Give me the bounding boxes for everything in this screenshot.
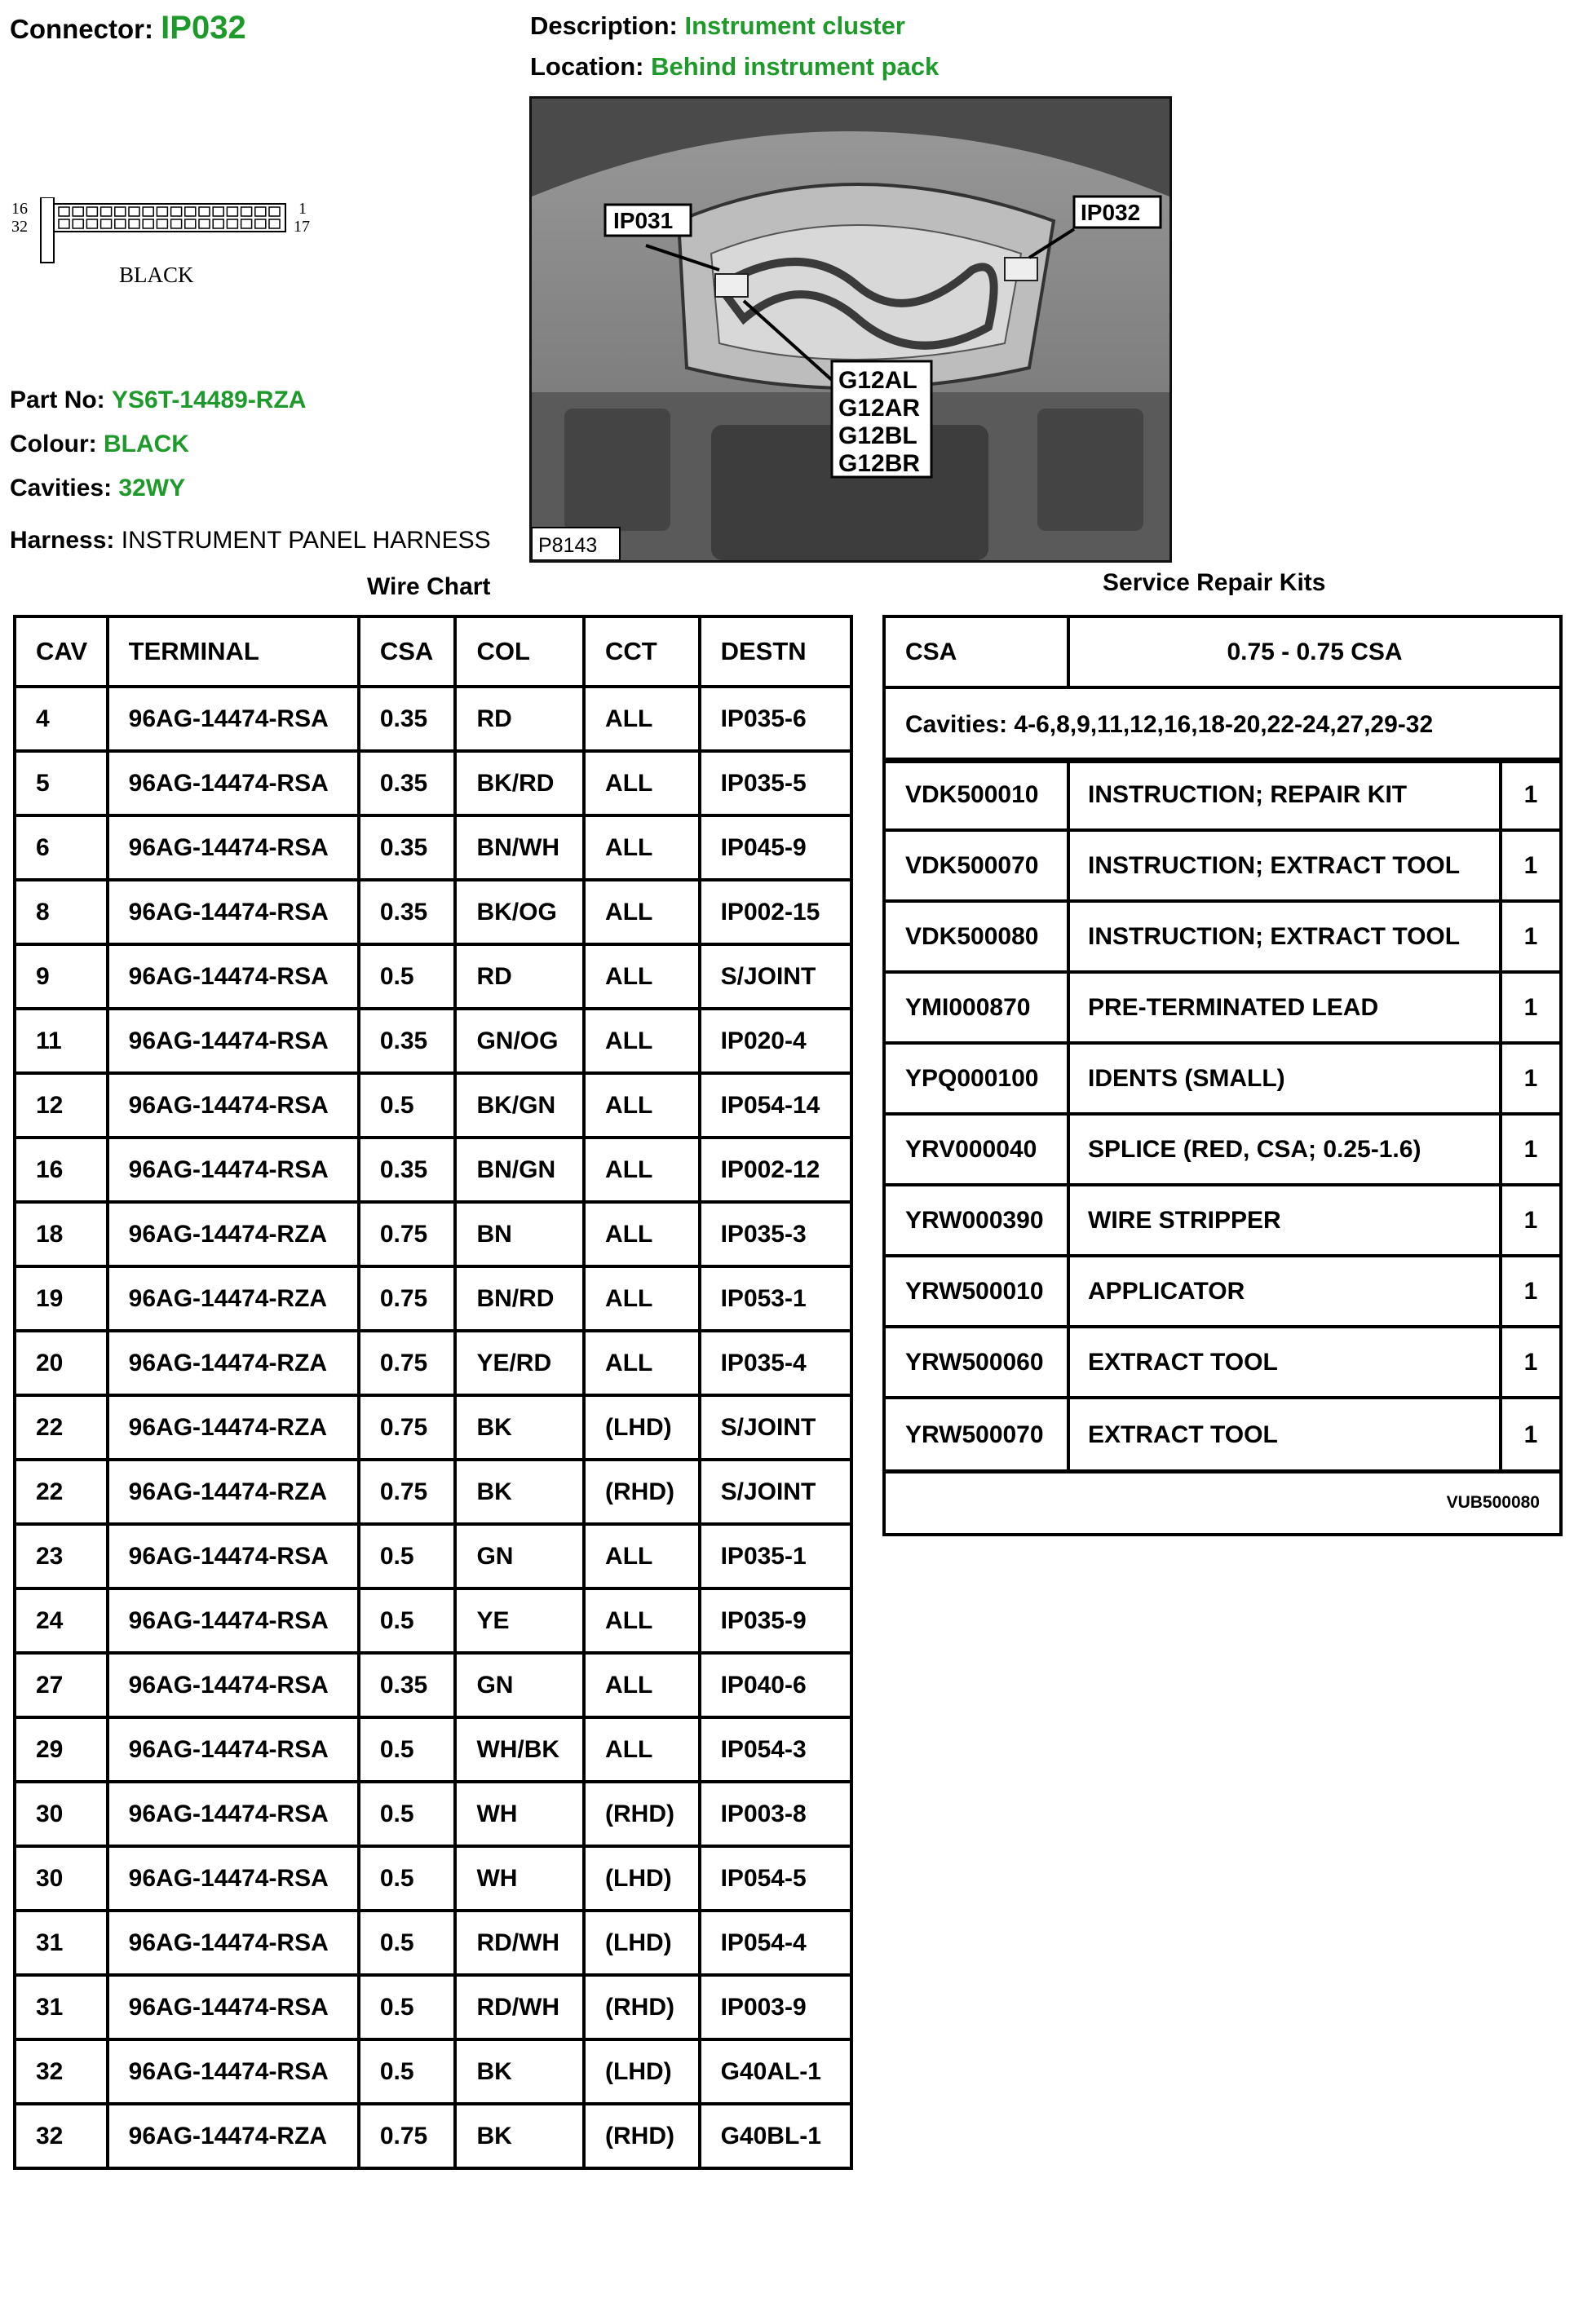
wire-cell-terminal: 96AG-14474-RZA bbox=[108, 1395, 359, 1460]
wire-cell-cav: 27 bbox=[15, 1653, 108, 1717]
wire-cell-col: WH bbox=[455, 1782, 584, 1846]
wire-cell-cct: (RHD) bbox=[584, 1460, 700, 1524]
wire-cell-terminal: 96AG-14474-RSA bbox=[108, 944, 359, 1009]
wire-cell-csa: 0.75 bbox=[359, 1460, 456, 1524]
wire-cell-cav: 23 bbox=[15, 1524, 108, 1588]
pin-cavity bbox=[269, 219, 280, 228]
kit-description: APPLICATOR bbox=[1070, 1257, 1502, 1325]
pin-cavity bbox=[255, 219, 266, 228]
location-photo-drawing bbox=[532, 99, 1169, 560]
wire-chart-header-row bbox=[15, 616, 851, 687]
kit-quantity: 1 bbox=[1523, 851, 1538, 879]
wire-cell-cct: ALL bbox=[584, 1009, 700, 1073]
wire-cell-cav: 22 bbox=[15, 1460, 108, 1524]
kit-description: EXTRACT TOOL bbox=[1070, 1328, 1502, 1396]
wire-cell-terminal: 96AG-14474-RZA bbox=[108, 2104, 359, 2168]
kit-quantity: 1 bbox=[1523, 1064, 1538, 1092]
pin-label-32: 32 bbox=[11, 218, 28, 236]
wire-cell-destn: IP002-15 bbox=[700, 880, 851, 944]
wire-row bbox=[15, 1331, 851, 1395]
wire-cell-csa: 0.75 bbox=[359, 1266, 456, 1331]
kit-footer-code: VUB500080 bbox=[1446, 1493, 1540, 1512]
kit-quantity: 1 bbox=[1523, 1206, 1538, 1234]
kit-item-row bbox=[886, 1328, 1559, 1399]
wire-cell-col: BN/GN bbox=[455, 1138, 584, 1202]
wire-cell-col: BK bbox=[455, 2039, 584, 2104]
colour-value: BLACK bbox=[103, 431, 189, 457]
wire-cell-destn: IP003-9 bbox=[700, 1975, 851, 2039]
kit-item-row bbox=[886, 832, 1559, 903]
wire-cell-cav: 30 bbox=[15, 1846, 108, 1911]
wire-row bbox=[15, 1266, 851, 1331]
kit-csa-value: 0.75 - 0.75 CSA bbox=[1227, 638, 1403, 665]
wire-cell-col: RD/WH bbox=[455, 1911, 584, 1975]
wire-cell-terminal: 96AG-14474-RSA bbox=[108, 1911, 359, 1975]
wire-cell-terminal: 96AG-14474-RSA bbox=[108, 751, 359, 815]
wire-row bbox=[15, 1911, 851, 1975]
wire-cell-col: RD bbox=[455, 687, 584, 751]
cavities-label: Cavities: bbox=[10, 475, 113, 501]
col-header-terminal: TERMINAL bbox=[108, 616, 359, 687]
wire-cell-csa: 0.5 bbox=[359, 1975, 456, 2039]
wire-cell-cct: ALL bbox=[584, 1588, 700, 1653]
pin-cavity bbox=[143, 207, 153, 216]
wire-cell-cct: ALL bbox=[584, 751, 700, 815]
kit-footer bbox=[882, 1469, 1563, 1536]
wire-cell-csa: 0.35 bbox=[359, 880, 456, 944]
description-label: Description: bbox=[530, 11, 678, 40]
kit-item-row bbox=[886, 1045, 1559, 1116]
kit-item-row bbox=[886, 1186, 1559, 1257]
wire-row bbox=[15, 1073, 851, 1138]
pin-cavity bbox=[213, 207, 223, 216]
pin-cavity bbox=[101, 219, 112, 228]
wire-cell-col: BK/RD bbox=[455, 751, 584, 815]
kit-quantity: 1 bbox=[1523, 1420, 1538, 1448]
wire-row bbox=[15, 1782, 851, 1846]
wire-cell-terminal: 96AG-14474-RSA bbox=[108, 1717, 359, 1782]
wire-cell-csa: 0.5 bbox=[359, 1588, 456, 1653]
wire-cell-destn: IP035-5 bbox=[700, 751, 851, 815]
pin-cavity bbox=[86, 207, 97, 216]
pin-cavity bbox=[255, 207, 266, 216]
wire-row bbox=[15, 1717, 851, 1782]
wire-cell-col: BK bbox=[455, 2104, 584, 2168]
kit-csa-label: CSA bbox=[886, 618, 1070, 686]
pin-cavity bbox=[59, 219, 69, 228]
wire-cell-terminal: 96AG-14474-RSA bbox=[108, 1588, 359, 1653]
pin-cavity bbox=[171, 219, 182, 228]
photo-ref: P8143 bbox=[538, 534, 598, 557]
wire-cell-terminal: 96AG-14474-RSA bbox=[108, 1009, 359, 1073]
wire-cell-col: RD bbox=[455, 944, 584, 1009]
wire-cell-col: GN/OG bbox=[455, 1009, 584, 1073]
wire-cell-terminal: 96AG-14474-RSA bbox=[108, 1653, 359, 1717]
colour-line bbox=[10, 431, 189, 458]
kit-part-number: YRW500070 bbox=[886, 1399, 1070, 1470]
wire-row bbox=[15, 1460, 851, 1524]
kit-quantity: 1 bbox=[1523, 1348, 1538, 1376]
wire-cell-csa: 0.35 bbox=[359, 1138, 456, 1202]
pin-cavity bbox=[115, 207, 126, 216]
kit-item-row bbox=[886, 974, 1559, 1045]
kit-part-number: YRW500060 bbox=[886, 1328, 1070, 1396]
wire-cell-cav: 32 bbox=[15, 2039, 108, 2104]
harness-line bbox=[10, 527, 491, 554]
col-header-col: COL bbox=[455, 616, 584, 687]
pin-cavity bbox=[227, 207, 237, 216]
wire-cell-destn: IP035-6 bbox=[700, 687, 851, 751]
kit-quantity: 1 bbox=[1523, 993, 1538, 1021]
wire-cell-cav: 6 bbox=[15, 815, 108, 880]
callout-ip032: IP032 bbox=[1081, 200, 1141, 225]
wire-cell-cav: 24 bbox=[15, 1588, 108, 1653]
wire-cell-cct: ALL bbox=[584, 1266, 700, 1331]
kit-description: INSTRUCTION; EXTRACT TOOL bbox=[1070, 903, 1502, 970]
kit-description: SPLICE (RED, CSA; 0.25-1.6) bbox=[1070, 1116, 1502, 1183]
wire-cell-terminal: 96AG-14474-RSA bbox=[108, 687, 359, 751]
wire-cell-terminal: 96AG-14474-RSA bbox=[108, 2039, 359, 2104]
wire-cell-terminal: 96AG-14474-RZA bbox=[108, 1266, 359, 1331]
wire-row bbox=[15, 944, 851, 1009]
wire-cell-cct: (LHD) bbox=[584, 2039, 700, 2104]
connector-title bbox=[10, 10, 246, 46]
kit-item-row bbox=[886, 1257, 1559, 1328]
wire-cell-cct: (LHD) bbox=[584, 1846, 700, 1911]
kit-part-number: VDK500010 bbox=[886, 761, 1070, 828]
wire-cell-cct: (RHD) bbox=[584, 1975, 700, 2039]
wire-cell-terminal: 96AG-14474-RSA bbox=[108, 1846, 359, 1911]
wire-cell-cav: 5 bbox=[15, 751, 108, 815]
kit-description: INSTRUCTION; REPAIR KIT bbox=[1070, 761, 1502, 828]
pin-cavity bbox=[143, 219, 153, 228]
wire-cell-col: YE/RD bbox=[455, 1331, 584, 1395]
wire-cell-col: BK bbox=[455, 1460, 584, 1524]
wire-cell-destn: IP054-14 bbox=[700, 1073, 851, 1138]
pin-cavity bbox=[73, 207, 83, 216]
pin-cavity bbox=[59, 207, 69, 216]
wire-cell-terminal: 96AG-14474-RSA bbox=[108, 1524, 359, 1588]
kit-part-number: YMI000870 bbox=[886, 974, 1070, 1041]
wire-cell-destn: IP035-4 bbox=[700, 1331, 851, 1395]
wire-cell-destn: IP003-8 bbox=[700, 1782, 851, 1846]
kit-quantity: 1 bbox=[1523, 922, 1538, 950]
pin-label-17: 17 bbox=[294, 218, 310, 236]
kit-quantity: 1 bbox=[1523, 780, 1538, 808]
pin-cavity bbox=[199, 219, 210, 228]
pin-cavity bbox=[86, 219, 97, 228]
wire-cell-cct: ALL bbox=[584, 1524, 700, 1588]
pin-cavity bbox=[171, 207, 182, 216]
wire-chart-table bbox=[13, 615, 853, 2170]
pin-cavity bbox=[199, 207, 210, 216]
wire-cell-csa: 0.75 bbox=[359, 1202, 456, 1266]
wire-cell-col: BN/WH bbox=[455, 815, 584, 880]
kit-description: PRE-TERMINATED LEAD bbox=[1070, 974, 1502, 1041]
wire-cell-destn: IP054-4 bbox=[700, 1911, 851, 1975]
wire-cell-cct: (RHD) bbox=[584, 2104, 700, 2168]
wire-cell-csa: 0.35 bbox=[359, 751, 456, 815]
wire-row bbox=[15, 687, 851, 751]
kit-csa-row bbox=[886, 618, 1559, 689]
wire-cell-destn: IP040-6 bbox=[700, 1653, 851, 1717]
service-kit-items bbox=[882, 758, 1563, 1473]
pin-cavity bbox=[185, 207, 196, 216]
wire-cell-terminal: 96AG-14474-RZA bbox=[108, 1331, 359, 1395]
pin-cavity bbox=[241, 207, 252, 216]
callout-g12bl: G12BL bbox=[838, 422, 917, 449]
pin-cavity bbox=[227, 219, 237, 228]
kit-item-row bbox=[886, 1116, 1559, 1186]
wire-cell-csa: 0.5 bbox=[359, 944, 456, 1009]
pin-cavity bbox=[213, 219, 223, 228]
pin-cavity bbox=[241, 219, 252, 228]
wire-cell-csa: 0.75 bbox=[359, 1331, 456, 1395]
wire-cell-csa: 0.5 bbox=[359, 1524, 456, 1588]
wire-cell-destn: IP020-4 bbox=[700, 1009, 851, 1073]
wire-cell-csa: 0.35 bbox=[359, 1009, 456, 1073]
cavities-value: 32WY bbox=[118, 475, 186, 501]
wire-cell-col: GN bbox=[455, 1653, 584, 1717]
pin-label-16: 16 bbox=[11, 200, 28, 218]
wire-cell-destn: IP035-9 bbox=[700, 1588, 851, 1653]
wire-row bbox=[15, 1846, 851, 1911]
wire-cell-cav: 9 bbox=[15, 944, 108, 1009]
service-kit-csa-box bbox=[882, 615, 1563, 763]
wire-cell-cav: 18 bbox=[15, 1202, 108, 1266]
kit-item-row bbox=[886, 1399, 1559, 1470]
wire-cell-cct: ALL bbox=[584, 687, 700, 751]
kit-part-number: VDK500080 bbox=[886, 903, 1070, 970]
cavities-line bbox=[10, 475, 185, 502]
callout-g12ar: G12AR bbox=[838, 395, 921, 422]
col-header-destn: DESTN bbox=[700, 616, 851, 687]
kit-part-number: YPQ000100 bbox=[886, 1045, 1070, 1112]
wire-cell-terminal: 96AG-14474-RZA bbox=[108, 1460, 359, 1524]
pin-cavity bbox=[185, 219, 196, 228]
description-line bbox=[530, 11, 905, 41]
wire-cell-destn: IP035-3 bbox=[700, 1202, 851, 1266]
wire-cell-cav: 12 bbox=[15, 1073, 108, 1138]
part-number-line bbox=[10, 387, 306, 414]
colour-label: Colour: bbox=[10, 431, 97, 457]
wire-chart-title: Wire Chart bbox=[367, 573, 491, 600]
wire-row bbox=[15, 1524, 851, 1588]
wire-cell-csa: 0.5 bbox=[359, 1073, 456, 1138]
wire-cell-csa: 0.35 bbox=[359, 815, 456, 880]
wire-cell-terminal: 96AG-14474-RSA bbox=[108, 1975, 359, 2039]
kit-part-number: YRW500010 bbox=[886, 1257, 1070, 1325]
wire-cell-csa: 0.35 bbox=[359, 687, 456, 751]
pin-cavity bbox=[115, 219, 126, 228]
wire-cell-terminal: 96AG-14474-RZA bbox=[108, 1202, 359, 1266]
callout-g12al: G12AL bbox=[838, 367, 917, 394]
kit-quantity: 1 bbox=[1523, 1135, 1538, 1163]
wire-cell-cct: ALL bbox=[584, 880, 700, 944]
wire-cell-destn: IP053-1 bbox=[700, 1266, 851, 1331]
pin-cavity bbox=[269, 207, 280, 216]
kit-part-number: YRV000040 bbox=[886, 1116, 1070, 1183]
wire-row bbox=[15, 815, 851, 880]
wire-cell-cav: 31 bbox=[15, 1911, 108, 1975]
col-header-cct: CCT bbox=[584, 616, 700, 687]
wire-cell-destn: IP002-12 bbox=[700, 1138, 851, 1202]
wire-cell-col: YE bbox=[455, 1588, 584, 1653]
wire-cell-destn: S/JOINT bbox=[700, 1460, 851, 1524]
wire-cell-destn: S/JOINT bbox=[700, 1395, 851, 1460]
wire-cell-cav: 8 bbox=[15, 880, 108, 944]
wire-cell-cct: ALL bbox=[584, 1331, 700, 1395]
wire-row bbox=[15, 1653, 851, 1717]
wire-cell-csa: 0.75 bbox=[359, 1395, 456, 1460]
pin-cavity bbox=[157, 219, 167, 228]
wire-cell-cct: ALL bbox=[584, 944, 700, 1009]
wire-cell-cct: ALL bbox=[584, 1138, 700, 1202]
wire-cell-destn: IP045-9 bbox=[700, 815, 851, 880]
wire-row bbox=[15, 1395, 851, 1460]
wire-cell-cct: ALL bbox=[584, 1202, 700, 1266]
harness-value: INSTRUMENT PANEL HARNESS bbox=[121, 527, 491, 554]
kit-cavities-text: Cavities: 4-6,8,9,11,12,16,18-20,22-24,27,29-32 bbox=[905, 710, 1434, 738]
location-value: Behind instrument pack bbox=[651, 52, 940, 81]
wire-cell-cct: ALL bbox=[584, 1717, 700, 1782]
kit-description: WIRE STRIPPER bbox=[1070, 1186, 1502, 1254]
kit-quantity: 1 bbox=[1523, 1277, 1538, 1305]
service-kits-title: Service Repair Kits bbox=[1103, 569, 1326, 596]
wire-cell-cav: 22 bbox=[15, 1395, 108, 1460]
wire-cell-col: GN bbox=[455, 1524, 584, 1588]
wire-cell-terminal: 96AG-14474-RSA bbox=[108, 815, 359, 880]
wire-cell-cct: (LHD) bbox=[584, 1911, 700, 1975]
wire-row bbox=[15, 751, 851, 815]
pin-cavity bbox=[129, 207, 139, 216]
wire-cell-cav: 29 bbox=[15, 1717, 108, 1782]
wire-cell-col: BN bbox=[455, 1202, 584, 1266]
pin-cavity bbox=[73, 219, 83, 228]
wire-row bbox=[15, 1202, 851, 1266]
wire-cell-col: RD/WH bbox=[455, 1975, 584, 2039]
wire-cell-destn: G40BL-1 bbox=[700, 2104, 851, 2168]
location-line bbox=[530, 52, 939, 82]
wire-cell-destn: IP054-5 bbox=[700, 1846, 851, 1911]
wire-cell-destn: IP054-3 bbox=[700, 1717, 851, 1782]
wire-cell-csa: 0.5 bbox=[359, 1911, 456, 1975]
part-label: Part No: bbox=[10, 387, 105, 413]
wire-cell-terminal: 96AG-14474-RSA bbox=[108, 1782, 359, 1846]
pin-cavity bbox=[101, 207, 112, 216]
pin-diagram-colour: BLACK bbox=[119, 263, 194, 287]
wire-cell-csa: 0.5 bbox=[359, 1717, 456, 1782]
wire-cell-destn: IP035-1 bbox=[700, 1524, 851, 1588]
pin-label-1: 1 bbox=[298, 200, 307, 218]
wire-cell-col: BK bbox=[455, 1395, 584, 1460]
wire-cell-terminal: 96AG-14474-RSA bbox=[108, 1073, 359, 1138]
wire-cell-cct: ALL bbox=[584, 815, 700, 880]
pin-cavity bbox=[129, 219, 139, 228]
wire-cell-terminal: 96AG-14474-RSA bbox=[108, 1138, 359, 1202]
wire-cell-csa: 0.5 bbox=[359, 1846, 456, 1911]
wire-cell-csa: 0.35 bbox=[359, 1653, 456, 1717]
part-value: YS6T-14489-RZA bbox=[112, 387, 307, 413]
wire-row bbox=[15, 1138, 851, 1202]
wire-cell-col: BN/RD bbox=[455, 1266, 584, 1331]
location-label: Location: bbox=[530, 52, 644, 81]
kit-description: IDENTS (SMALL) bbox=[1070, 1045, 1502, 1112]
wire-row bbox=[15, 2104, 851, 2168]
kit-description: EXTRACT TOOL bbox=[1070, 1399, 1502, 1470]
wire-cell-destn: S/JOINT bbox=[700, 944, 851, 1009]
wire-cell-destn: G40AL-1 bbox=[700, 2039, 851, 2104]
wire-cell-cav: 19 bbox=[15, 1266, 108, 1331]
location-photo bbox=[529, 96, 1172, 563]
kit-cavities-row bbox=[886, 689, 1559, 760]
callout-ip031: IP031 bbox=[613, 208, 674, 233]
wire-cell-cav: 32 bbox=[15, 2104, 108, 2168]
wire-row bbox=[15, 2039, 851, 2104]
wire-cell-col: BK/OG bbox=[455, 880, 584, 944]
wire-cell-cav: 4 bbox=[15, 687, 108, 751]
wire-cell-col: BK/GN bbox=[455, 1073, 584, 1138]
wire-cell-terminal: 96AG-14474-RSA bbox=[108, 880, 359, 944]
wire-cell-col: WH bbox=[455, 1846, 584, 1911]
kit-item-row bbox=[886, 903, 1559, 974]
wire-cell-cav: 11 bbox=[15, 1009, 108, 1073]
wire-cell-cav: 31 bbox=[15, 1975, 108, 2039]
wire-cell-csa: 0.5 bbox=[359, 1782, 456, 1846]
pin-cavity bbox=[157, 207, 167, 216]
wire-cell-col: WH/BK bbox=[455, 1717, 584, 1782]
wire-cell-cct: (LHD) bbox=[584, 1395, 700, 1460]
wire-row bbox=[15, 1975, 851, 2039]
wire-cell-cav: 20 bbox=[15, 1331, 108, 1395]
col-header-csa: CSA bbox=[359, 616, 456, 687]
wire-cell-cav: 16 bbox=[15, 1138, 108, 1202]
wire-row bbox=[15, 880, 851, 944]
wire-cell-cct: ALL bbox=[584, 1073, 700, 1138]
callout-g12br: G12BR bbox=[838, 450, 921, 477]
kit-part-number: YRW000390 bbox=[886, 1186, 1070, 1254]
wire-cell-csa: 0.75 bbox=[359, 2104, 456, 2168]
connector-id: IP032 bbox=[161, 10, 246, 46]
connector-pin-diagram bbox=[11, 197, 321, 295]
kit-item-row bbox=[886, 761, 1559, 832]
kit-description: INSTRUCTION; EXTRACT TOOL bbox=[1070, 832, 1502, 899]
description-value: Instrument cluster bbox=[684, 11, 905, 40]
connector-label: Connector: bbox=[10, 14, 153, 44]
wire-cell-cct: (RHD) bbox=[584, 1782, 700, 1846]
wire-cell-cct: ALL bbox=[584, 1653, 700, 1717]
connector-body bbox=[54, 204, 285, 232]
kit-part-number: VDK500070 bbox=[886, 832, 1070, 899]
harness-label: Harness: bbox=[10, 527, 115, 554]
wire-cell-csa: 0.5 bbox=[359, 2039, 456, 2104]
wire-row bbox=[15, 1009, 851, 1073]
wire-row bbox=[15, 1588, 851, 1653]
wire-cell-cav: 30 bbox=[15, 1782, 108, 1846]
col-header-cav: CAV bbox=[15, 616, 108, 687]
